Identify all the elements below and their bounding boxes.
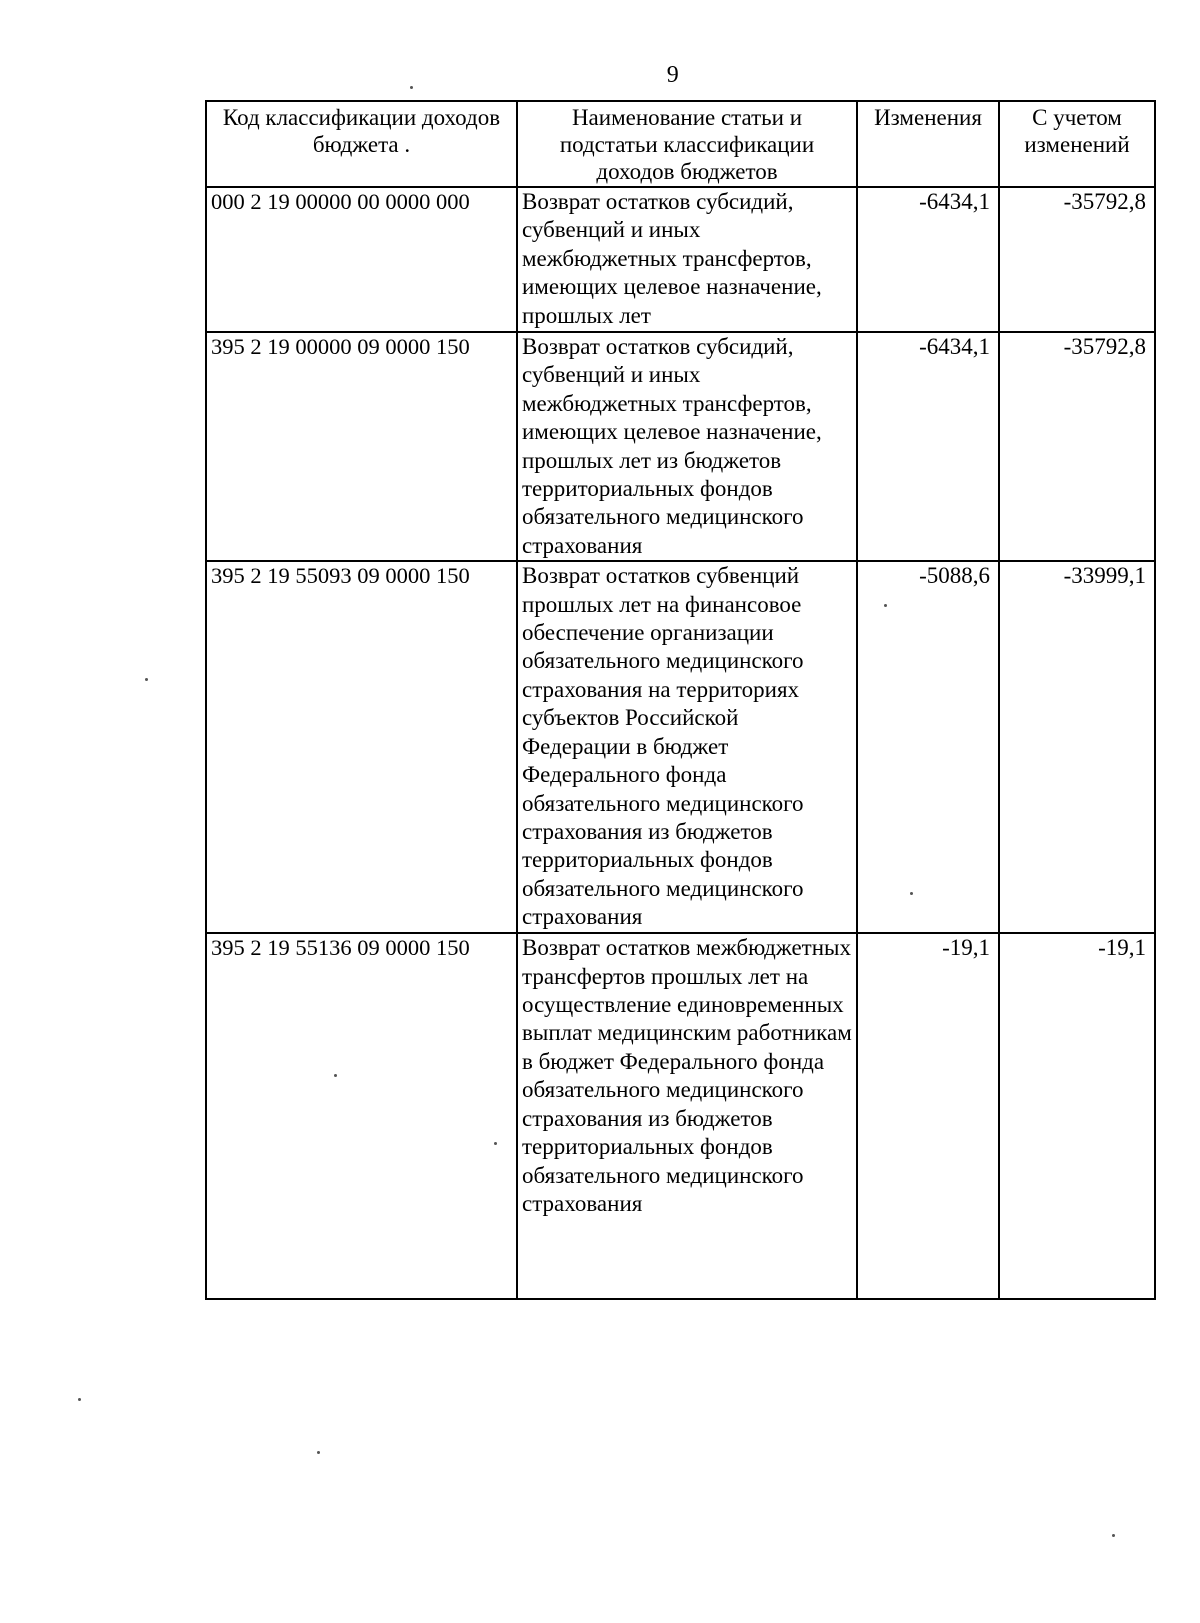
header-total: С учетом изменений	[999, 101, 1155, 187]
scan-speck	[145, 678, 148, 681]
row-change: -6434,1	[857, 332, 999, 561]
budget-revenue-table	[205, 100, 1156, 1300]
row-change: -6434,1	[857, 187, 999, 332]
row-total: -35792,8	[999, 187, 1155, 332]
row-name: Возврат остатков субвенций прошлых лет на финансовое обеспечение организации обязательного медицинского страхования на территориях субъектов Российской Федерации в бюджет Федерального фонда обязательного медицинского страхования из бюджетов территориальных фондов обязательного медицинского страхования	[517, 561, 857, 933]
scan-speck	[317, 1451, 320, 1454]
row-total: -19,1	[999, 933, 1155, 1299]
scan-speck	[1112, 1534, 1115, 1537]
scan-speck	[884, 604, 887, 607]
header-change: Изменения	[857, 101, 999, 187]
table-row	[206, 933, 1155, 1299]
header-name: Наименование статьи и подстатьи классификации доходов бюджетов	[517, 101, 857, 187]
table-row	[206, 187, 1155, 332]
row-change: -5088,6	[857, 561, 999, 933]
page-number: 9	[666, 62, 680, 88]
row-total: -35792,8	[999, 332, 1155, 561]
row-code: 000 2 19 00000 00 0000 000	[206, 187, 517, 332]
header-code: Код классификации доходов бюджета .	[206, 101, 517, 187]
table-row	[206, 332, 1155, 561]
scan-speck	[334, 1074, 337, 1077]
table-row	[206, 561, 1155, 933]
row-change: -19,1	[857, 933, 999, 1299]
scan-speck	[494, 1142, 497, 1145]
table-header-row	[206, 101, 1155, 187]
row-name: Возврат остатков субсидий, субвенций и иных межбюджетных трансфертов, имеющих целевое назначение, прошлых лет	[517, 187, 857, 332]
row-code: 395 2 19 55093 09 0000 150	[206, 561, 517, 933]
row-name: Возврат остатков субсидий, субвенций и иных межбюджетных трансфертов, имеющих целевое назначение, прошлых лет из бюджетов территориальных фондов обязательного медицинского страхования	[517, 332, 857, 561]
row-code: 395 2 19 55136 09 0000 150	[206, 933, 517, 1299]
row-name: Возврат остатков межбюджетных трансфертов прошлых лет на осуществление единовременных выплат медицинским работникам в бюджет Федерального фонда обязательного медицинского страхования из бюджетов территориальных фондов обязательного медицинского страхования	[517, 933, 857, 1299]
row-total: -33999,1	[999, 561, 1155, 933]
row-code: 395 2 19 00000 09 0000 150	[206, 332, 517, 561]
scan-speck	[410, 86, 413, 89]
scan-speck	[78, 1398, 81, 1401]
scan-speck	[910, 892, 913, 895]
